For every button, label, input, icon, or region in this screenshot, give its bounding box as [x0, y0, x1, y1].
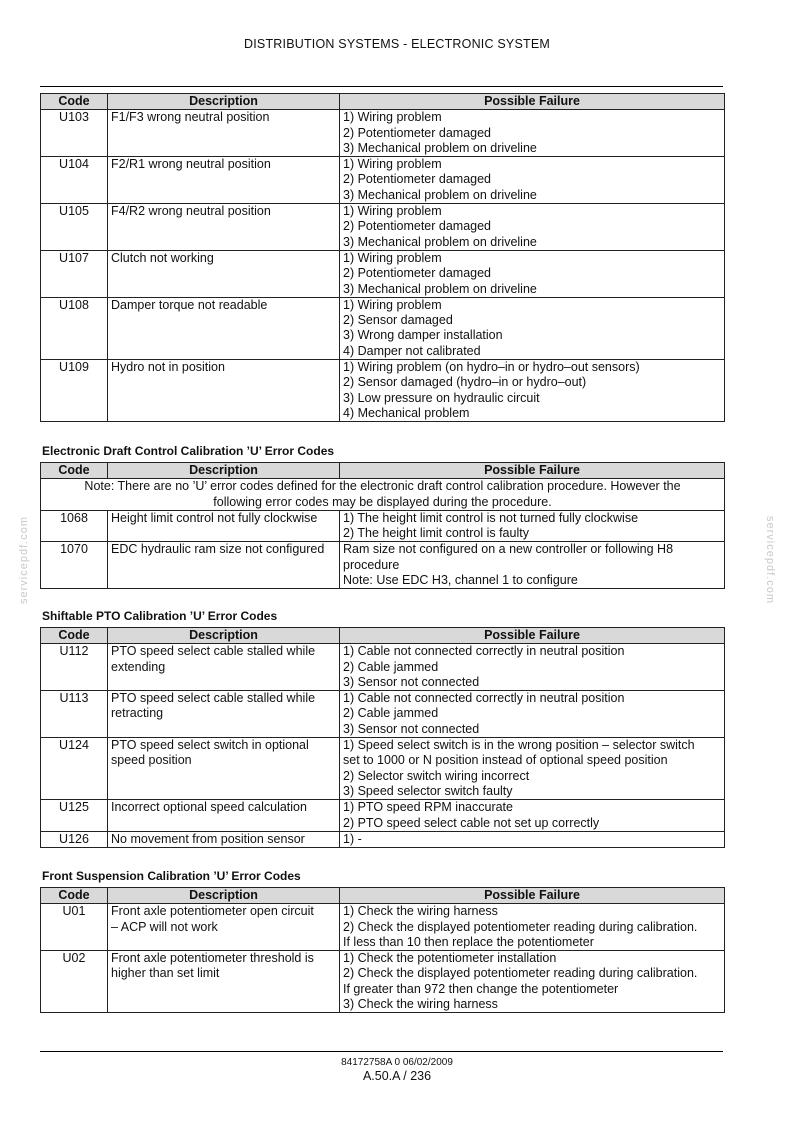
failure-line: 2) Potentiometer damaged	[343, 219, 492, 234]
description-line: EDC hydraulic ram size not configured	[111, 542, 325, 557]
possible-failure-cell	[340, 644, 725, 691]
description-cell	[108, 360, 340, 422]
error-code: U105	[41, 204, 108, 251]
watermark-right: servicepdf.com	[764, 516, 776, 604]
error-code: U113	[41, 691, 108, 738]
description-cell	[108, 297, 340, 359]
possible-failure-cell	[340, 542, 725, 589]
table-row	[41, 297, 725, 359]
possible-failure-cell	[340, 904, 725, 951]
failure-line: 1) PTO speed RPM inaccurate	[343, 800, 513, 815]
failure-line: 2) Potentiometer damaged	[343, 266, 492, 281]
description-cell	[108, 904, 340, 951]
table-body	[41, 904, 725, 1013]
description-line: extending	[111, 659, 166, 674]
failure-line: 1) -	[343, 831, 362, 846]
description-line: Incorrect optional speed calculation	[111, 800, 307, 815]
possible-failure-cell	[340, 691, 725, 738]
table-row	[41, 110, 725, 157]
error-code: 1070	[41, 542, 108, 589]
column-header-possible-failure: Possible Failure	[340, 94, 725, 110]
description-cell	[108, 110, 340, 157]
failure-line: 2) Sensor damaged (hydro–in or hydro–out)	[343, 375, 587, 390]
table-row	[41, 510, 725, 542]
failure-line: 3) Sensor not connected	[343, 674, 480, 689]
error-code: U104	[41, 157, 108, 204]
error-code: U125	[41, 800, 108, 832]
failure-line: 2) The height limit control is faulty	[343, 526, 529, 541]
section-title-pto: Shiftable PTO Calibration ’U’ Error Codes	[42, 609, 278, 623]
failure-line: 1) Check the potentiometer installation	[343, 951, 557, 966]
column-header-description: Description	[108, 94, 340, 110]
possible-failure-cell	[340, 110, 725, 157]
failure-line: 4) Mechanical problem	[343, 405, 470, 420]
table-row	[41, 904, 725, 951]
error-code: U01	[41, 904, 108, 951]
failure-line: 1) Wiring problem	[343, 297, 442, 312]
table-header	[41, 463, 725, 479]
error-code-table-edc	[40, 462, 725, 589]
table-header	[41, 888, 725, 904]
description-cell	[108, 542, 340, 589]
description-cell	[108, 250, 340, 297]
failure-line: 2) PTO speed select cable not set up correctly	[343, 815, 600, 830]
description-line: Front axle potentiometer threshold is	[111, 951, 314, 966]
failure-line: 1) Speed select switch is in the wrong position – selector switch	[343, 738, 695, 753]
section-title-front-suspension: Front Suspension Calibration ’U’ Error Codes	[42, 869, 301, 883]
error-code: U108	[41, 297, 108, 359]
possible-failure-cell	[340, 360, 725, 422]
table-header	[41, 94, 725, 110]
description-line: PTO speed select switch in optional	[111, 738, 309, 753]
note-line: following error codes may be displayed during the procedure.	[213, 494, 552, 509]
error-code: U112	[41, 644, 108, 691]
possible-failure-cell	[340, 204, 725, 251]
error-code: U124	[41, 738, 108, 800]
description-cell	[108, 951, 340, 1013]
table-row	[41, 831, 725, 847]
description-cell	[108, 204, 340, 251]
column-header-code: Code	[41, 94, 108, 110]
error-code-table-pto	[40, 627, 725, 848]
error-code-table-transmission	[40, 93, 725, 422]
failure-line: Ram size not configured on a new controller or following H8	[343, 542, 674, 557]
description-cell	[108, 157, 340, 204]
failure-line: 2) Selector switch wiring incorrect	[343, 768, 530, 783]
section-title-edc: Electronic Draft Control Calibration ’U’ Error Codes	[42, 444, 335, 458]
header-row	[41, 463, 725, 479]
failure-line: 2) Check the displayed potentiometer reading during calibration.	[343, 966, 698, 981]
table-body	[41, 644, 725, 848]
table-row	[41, 691, 725, 738]
column-header-code: Code	[41, 628, 108, 644]
column-header-code: Code	[41, 463, 108, 479]
failure-line: 3) Speed selector switch faulty	[343, 783, 513, 798]
possible-failure-cell	[340, 951, 725, 1013]
failure-line: 1) Wiring problem	[343, 157, 442, 172]
possible-failure-cell	[340, 800, 725, 832]
table-row	[41, 738, 725, 800]
failure-line: 2) Sensor damaged	[343, 313, 453, 328]
note-cell	[41, 479, 725, 511]
possible-failure-cell	[340, 738, 725, 800]
failure-line: 3) Mechanical problem on driveline	[343, 234, 537, 249]
description-line: PTO speed select cable stalled while	[111, 691, 316, 706]
description-line: Clutch not working	[111, 250, 214, 265]
description-line: PTO speed select cable stalled while	[111, 644, 316, 659]
error-code: U107	[41, 250, 108, 297]
description-cell	[108, 738, 340, 800]
description-line: No movement from position sensor	[111, 831, 305, 846]
failure-line: 1) Check the wiring harness	[343, 904, 498, 919]
table-row	[41, 250, 725, 297]
description-cell	[108, 510, 340, 542]
description-line: Damper torque not readable	[111, 297, 268, 312]
column-header-possible-failure: Possible Failure	[340, 888, 725, 904]
page-header-title: DISTRIBUTION SYSTEMS - ELECTRONIC SYSTEM	[244, 37, 550, 51]
table-row	[41, 542, 725, 589]
possible-failure-cell	[340, 297, 725, 359]
error-code: U02	[41, 951, 108, 1013]
header-row	[41, 628, 725, 644]
failure-line: 3) Wrong damper installation	[343, 328, 503, 343]
failure-line: 2) Check the displayed potentiometer reading during calibration.	[343, 919, 698, 934]
error-code: U126	[41, 831, 108, 847]
possible-failure-cell	[340, 250, 725, 297]
description-line: Front axle potentiometer open circuit	[111, 904, 314, 919]
failure-line: 1) Cable not connected correctly in neutral position	[343, 691, 625, 706]
possible-failure-cell	[340, 831, 725, 847]
description-line: retracting	[111, 706, 164, 721]
header-row	[41, 888, 725, 904]
failure-line: 1) Wiring problem	[343, 110, 442, 125]
error-code: U109	[41, 360, 108, 422]
failure-line: 1) The height limit control is not turned fully clockwise	[343, 510, 639, 525]
table-body	[41, 110, 725, 422]
failure-line: Note: Use EDC H3, channel 1 to configure	[343, 573, 578, 588]
failure-line: 3) Check the wiring harness	[343, 997, 498, 1012]
failure-line: 1) Cable not connected correctly in neutral position	[343, 644, 625, 659]
table-header	[41, 628, 725, 644]
error-code: U103	[41, 110, 108, 157]
failure-line: If less than 10 then replace the potentiometer	[343, 934, 594, 949]
column-header-description: Description	[108, 628, 340, 644]
description-line: F2/R1 wrong neutral position	[111, 157, 271, 172]
failure-line: 2) Potentiometer damaged	[343, 172, 492, 187]
header-rule	[40, 86, 723, 87]
possible-failure-cell	[340, 157, 725, 204]
possible-failure-cell	[340, 510, 725, 542]
column-header-possible-failure: Possible Failure	[340, 463, 725, 479]
description-line: F4/R2 wrong neutral position	[111, 204, 271, 219]
failure-line: 2) Cable jammed	[343, 659, 439, 674]
failure-line: 3) Mechanical problem on driveline	[343, 281, 537, 296]
failure-line: procedure	[343, 557, 400, 572]
failure-line: 1) Wiring problem	[343, 250, 442, 265]
footer-rule	[40, 1051, 723, 1052]
column-header-description: Description	[108, 888, 340, 904]
note-row	[41, 479, 725, 511]
error-code-table-front-suspension	[40, 887, 725, 1013]
column-header-code: Code	[41, 888, 108, 904]
failure-line: 1) Wiring problem (on hydro–in or hydro–out sensors)	[343, 360, 640, 375]
failure-line: 2) Potentiometer damaged	[343, 125, 492, 140]
table-row	[41, 204, 725, 251]
table-row	[41, 800, 725, 832]
description-cell	[108, 831, 340, 847]
failure-line: 1) Wiring problem	[343, 204, 442, 219]
watermark-left: servicepdf.com	[18, 516, 30, 604]
error-code: 1068	[41, 510, 108, 542]
description-line: Height limit control not fully clockwise	[111, 510, 318, 525]
description-cell	[108, 644, 340, 691]
footer-page-number: A.50.A / 236	[362, 1069, 432, 1083]
column-header-description: Description	[108, 463, 340, 479]
description-line: – ACP will not work	[111, 919, 218, 934]
description-line: speed position	[111, 753, 192, 768]
description-line: Hydro not in position	[111, 360, 225, 375]
table-body	[41, 479, 725, 589]
description-line: higher than set limit	[111, 966, 220, 981]
note-line: Note: There are no ’U’ error codes defined for the electronic draft control calibration procedure. However the	[84, 479, 681, 494]
table-row	[41, 157, 725, 204]
description-cell	[108, 691, 340, 738]
failure-line: set to 1000 or N position instead of optional speed position	[343, 753, 668, 768]
footer-document-code: 84172758A 0 06/02/2009	[341, 1057, 453, 1068]
failure-line: 2) Cable jammed	[343, 706, 439, 721]
table-row	[41, 951, 725, 1013]
table-row	[41, 360, 725, 422]
table-row	[41, 644, 725, 691]
failure-line: 4) Damper not calibrated	[343, 343, 481, 358]
failure-line: 3) Mechanical problem on driveline	[343, 140, 537, 155]
header-row	[41, 94, 725, 110]
failure-line: 3) Mechanical problem on driveline	[343, 187, 537, 202]
description-line: F1/F3 wrong neutral position	[111, 110, 270, 125]
failure-line: 3) Sensor not connected	[343, 721, 480, 736]
column-header-possible-failure: Possible Failure	[340, 628, 725, 644]
failure-line: If greater than 972 then change the potentiometer	[343, 981, 619, 996]
failure-line: 3) Low pressure on hydraulic circuit	[343, 390, 540, 405]
description-cell	[108, 800, 340, 832]
